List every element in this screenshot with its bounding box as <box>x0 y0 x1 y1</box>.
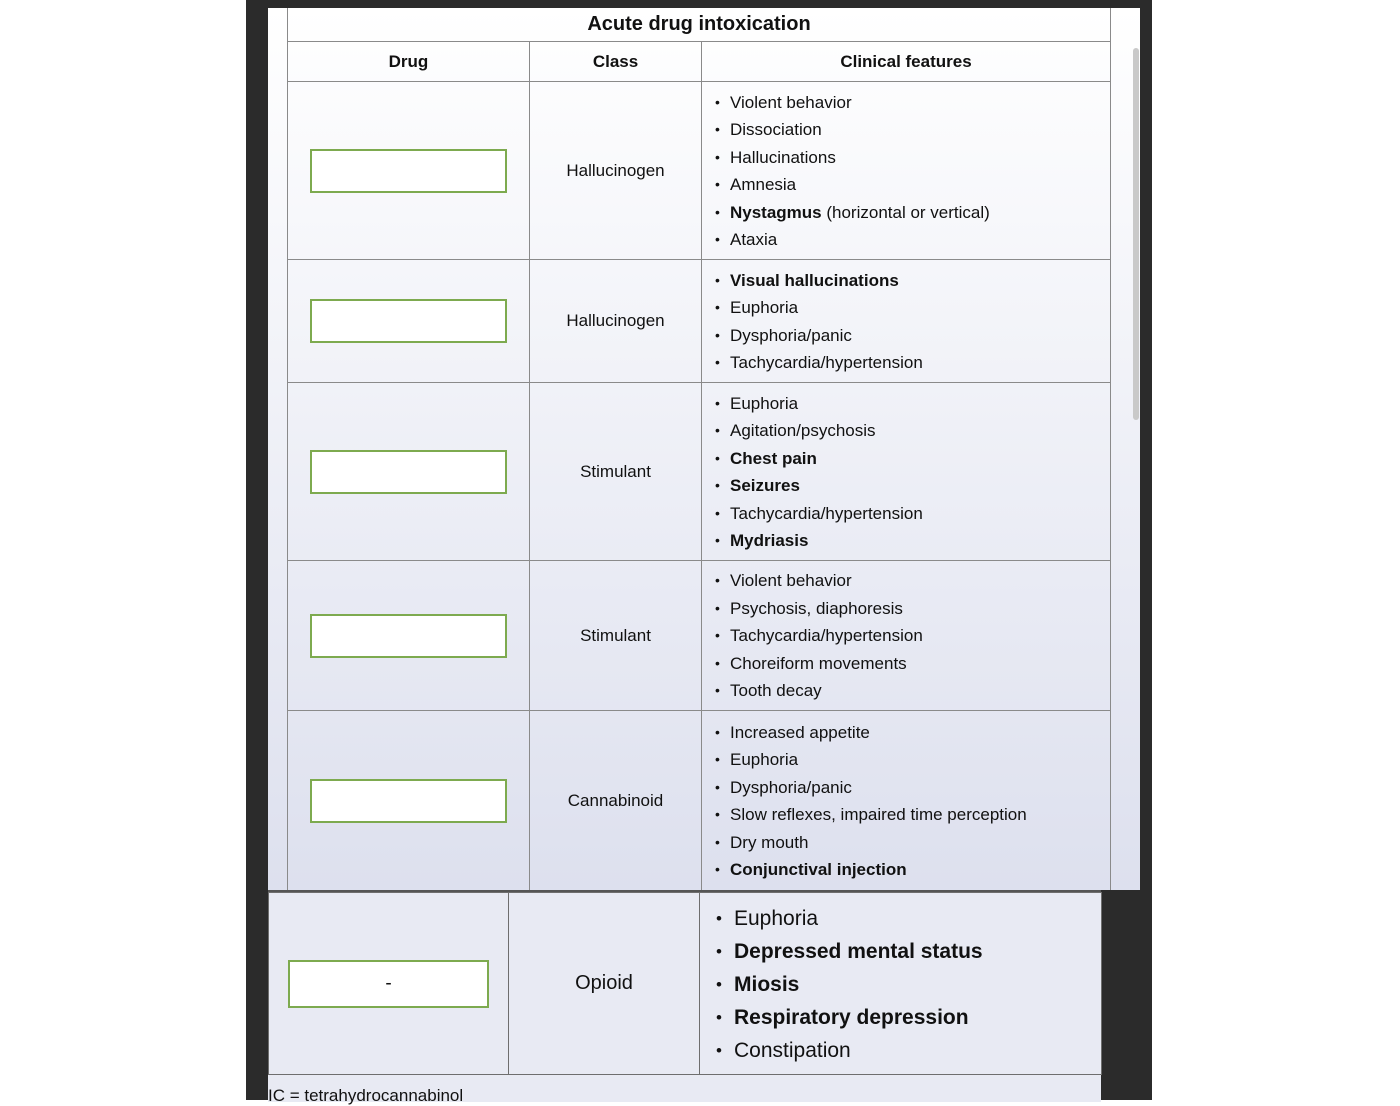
feature-text: Dissociation <box>730 120 822 139</box>
feature-item <box>730 199 1110 227</box>
feature-bold-text: Visual hallucinations <box>730 270 899 290</box>
feature-item <box>734 902 1101 935</box>
class-cell: Opioid <box>509 893 700 1075</box>
feature-text: Hallucinations <box>730 147 836 167</box>
feature-bold-text: Chest pain <box>730 448 817 468</box>
table-row <box>288 260 1111 383</box>
feature-item <box>730 267 1110 295</box>
feature-item <box>730 567 1110 595</box>
table-row <box>288 383 1111 561</box>
feature-item <box>730 719 1110 747</box>
feature-item <box>730 89 1110 117</box>
feature-item <box>730 801 1110 829</box>
features-cell <box>702 260 1111 383</box>
drug-answer-box[interactable] <box>310 149 507 193</box>
feature-text: Dysphoria/panic <box>730 325 852 345</box>
drug-cell <box>288 82 530 260</box>
scrollbar[interactable] <box>1133 48 1139 420</box>
feature-text: Increased appetite <box>730 722 870 742</box>
footnote: IC = tetrahydrocannabinol <box>268 1086 464 1105</box>
class-cell: Cannabinoid <box>530 711 702 891</box>
table-screenshot-bottom <box>268 890 1101 1102</box>
features-list <box>700 902 1101 1067</box>
feature-item <box>730 445 1110 473</box>
table-row <box>288 561 1111 711</box>
drug-cell <box>269 893 509 1075</box>
column-header-class: Class <box>530 42 702 82</box>
feature-bold-text: Nystagmus <box>730 202 822 222</box>
feature-item <box>730 774 1110 802</box>
feature-text: Euphoria <box>730 750 799 769</box>
feature-text: Euphoria <box>730 393 799 413</box>
feature-bold-text: Respiratory depression <box>734 1005 969 1029</box>
feature-text: Dysphoria/panic <box>730 777 852 797</box>
feature-text: Choreiform movements <box>730 653 907 673</box>
class-cell: Stimulant <box>530 561 702 711</box>
feature-item <box>734 968 1101 1001</box>
feature-item <box>730 294 1110 322</box>
feature-bold-text: Mydriasis <box>730 531 809 550</box>
table-row <box>288 711 1111 891</box>
drug-answer-box[interactable] <box>310 299 507 343</box>
drug-answer-box[interactable]: - <box>288 960 489 1008</box>
feature-item <box>730 677 1110 705</box>
feature-item <box>730 322 1110 350</box>
feature-bold-text: Seizures <box>730 476 800 495</box>
feature-rest-text: (horizontal or vertical) <box>821 202 990 222</box>
feature-item <box>730 527 1110 555</box>
feature-item <box>730 226 1110 254</box>
feature-item <box>730 856 1110 884</box>
class-cell: Hallucinogen <box>530 82 702 260</box>
feature-text: Ataxia <box>730 230 778 249</box>
feature-item <box>730 622 1110 650</box>
table-row <box>269 893 1102 1075</box>
feature-item <box>730 595 1110 623</box>
feature-text: Agitation/psychosis <box>730 421 876 440</box>
column-header-features: Clinical features <box>702 42 1111 82</box>
feature-text: Tachycardia/hypertension <box>730 353 923 372</box>
feature-text: Euphoria <box>734 906 819 930</box>
feature-text: Slow reflexes, impaired time perception <box>730 805 1027 824</box>
feature-item <box>730 500 1110 528</box>
class-cell: Hallucinogen <box>530 260 702 383</box>
feature-text: Psychosis, diaphoresis <box>730 598 903 618</box>
features-list <box>702 89 1110 254</box>
features-cell <box>702 383 1111 561</box>
feature-item <box>730 472 1110 500</box>
features-list <box>702 390 1110 555</box>
feature-text: Tachycardia/hypertension <box>730 503 923 523</box>
feature-text: Tachycardia/hypertension <box>730 626 923 646</box>
feature-item <box>734 935 1101 968</box>
feature-text: Violent behavior <box>730 571 852 591</box>
drug-answer-box[interactable] <box>310 450 507 494</box>
feature-item <box>730 116 1110 144</box>
features-list <box>702 267 1110 377</box>
feature-item <box>730 144 1110 172</box>
feature-text: Dry mouth <box>730 832 809 852</box>
feature-item <box>734 1034 1101 1067</box>
feature-text: Euphoria <box>730 298 799 317</box>
feature-item <box>730 171 1110 199</box>
drug-cell <box>288 711 530 891</box>
opioid-table <box>268 892 1102 1075</box>
features-cell <box>700 893 1102 1075</box>
drug-cell <box>288 260 530 383</box>
feature-item <box>734 1001 1101 1034</box>
feature-bold-text: Depressed mental status <box>734 939 983 963</box>
feature-text: Tooth decay <box>730 681 822 701</box>
feature-item <box>730 746 1110 774</box>
feature-item <box>730 390 1110 418</box>
drug-answer-box[interactable] <box>310 779 507 823</box>
table-row <box>288 82 1111 260</box>
drug-cell <box>288 561 530 711</box>
feature-item <box>730 650 1110 678</box>
features-cell <box>702 82 1111 260</box>
feature-bold-text: Miosis <box>734 972 800 996</box>
features-cell <box>702 561 1111 711</box>
table-title: Acute drug intoxication <box>288 8 1111 42</box>
features-list <box>702 567 1110 705</box>
feature-item <box>730 417 1110 445</box>
drug-answer-box[interactable] <box>310 614 507 658</box>
drug-intoxication-table <box>287 8 1111 890</box>
drug-cell <box>288 383 530 561</box>
feature-item <box>730 829 1110 857</box>
class-cell: Stimulant <box>530 383 702 561</box>
table-screenshot-top <box>268 8 1140 890</box>
feature-item <box>730 349 1110 377</box>
feature-bold-text: Conjunctival injection <box>730 860 907 879</box>
feature-text: Violent behavior <box>730 92 852 112</box>
feature-text: Constipation <box>734 1038 851 1062</box>
feature-text: Amnesia <box>730 175 797 194</box>
features-list <box>702 719 1110 884</box>
features-cell <box>702 711 1111 891</box>
column-header-drug: Drug <box>288 42 530 82</box>
